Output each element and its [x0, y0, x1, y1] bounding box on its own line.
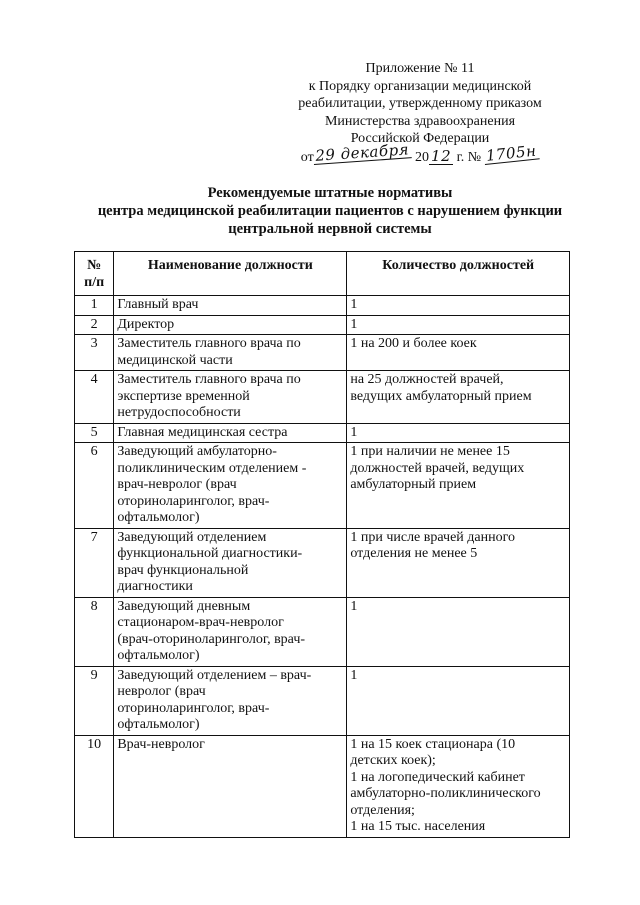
count-text-line: на 25 должностей врачей, — [350, 372, 504, 387]
row-number: 4 — [75, 371, 114, 424]
position-text-line: экспертизе временной — [117, 388, 250, 404]
table-row — [75, 335, 570, 371]
position-name — [114, 296, 347, 316]
title-line: центра медицинской реабилитации пациентов с нарушением функции — [97, 203, 563, 219]
header-count: Количество должностей — [347, 252, 570, 296]
position-text-line: Заведующий отделением – врач- — [117, 667, 312, 683]
order-reference — [270, 139, 570, 167]
position-text-line: Главная медицинская сестра — [117, 424, 288, 440]
position-count — [347, 296, 570, 316]
position-text-line: Главный врач — [117, 297, 199, 312]
table-row — [75, 443, 570, 529]
position-text-line: Заведующий амбулаторно- — [117, 444, 277, 459]
count-text-line: отделения; — [350, 802, 415, 818]
position-text-line: Директор — [117, 316, 175, 332]
appendix-line: реабилитации, утвержденному приказом — [298, 96, 542, 111]
row-number: 1 — [75, 296, 114, 316]
appendix-line: Российской Федерации — [350, 131, 490, 146]
position-text-line: поликлиническим отделением - — [117, 460, 307, 476]
staffing-table — [74, 251, 570, 838]
position-text-line: врач-невролог (врач — [117, 477, 237, 492]
position-name — [114, 335, 347, 371]
position-text-line: оториноларинголог, врач- — [117, 493, 270, 509]
position-text-line: Врач-невролог — [117, 736, 205, 752]
count-text-line: 1 на 200 и более коек — [350, 336, 477, 351]
position-text-line: медицинской части — [117, 352, 233, 368]
table-row — [75, 735, 570, 837]
header-position: Наименование должности — [114, 252, 347, 296]
count-text-line: отделения не менее 5 — [350, 546, 478, 561]
position-count — [347, 371, 570, 424]
table-row — [75, 371, 570, 424]
position-name — [114, 735, 347, 837]
row-number: 8 — [75, 597, 114, 666]
title-line: центральной нервной системы — [228, 221, 432, 237]
count-text-line: 1 — [350, 316, 358, 332]
appendix-line: Приложение № 11 — [365, 61, 475, 76]
position-text-line: нетрудоспособности — [117, 405, 241, 420]
count-text-line: ведущих амбулаторный прием — [350, 388, 532, 404]
order-prefix: от — [300, 149, 314, 165]
count-text-line: 1 на логопедический кабинет — [350, 769, 525, 785]
position-text-line: офтальмолог) — [117, 510, 200, 525]
appendix-line: Министерства здравоохранения — [324, 113, 516, 129]
count-text-line: 1 — [350, 297, 358, 312]
position-count — [347, 528, 570, 597]
title-line: Рекомендуемые штатные нормативы — [207, 185, 453, 201]
position-text-line: стационаром-врач-невролог — [117, 615, 284, 630]
position-text-line: невролог (врач — [117, 684, 206, 699]
count-text-line: детских коек); — [350, 753, 436, 768]
position-name — [114, 423, 347, 443]
count-text-line: 1 на 15 тыс. населения — [350, 819, 486, 834]
row-number: 6 — [75, 443, 114, 529]
order-year-handwritten: 12 — [431, 146, 452, 165]
table-row — [75, 666, 570, 735]
position-text-line: функциональной диагностики- — [117, 546, 303, 561]
order-year-suffix: г. № — [456, 149, 482, 165]
order-date-handwritten: 29 декабря — [314, 139, 410, 165]
position-name — [114, 597, 347, 666]
table-row — [75, 296, 570, 316]
position-name — [114, 666, 347, 735]
position-name — [114, 371, 347, 424]
count-text-line: 1 при числе врачей данного — [350, 529, 516, 545]
document-title — [60, 184, 600, 238]
position-text-line: оториноларинголог, врач- — [117, 700, 270, 716]
count-text-line: амбулаторно-поликлинического — [350, 786, 541, 801]
position-text-line: офтальмолог) — [117, 717, 200, 732]
table-row — [75, 528, 570, 597]
position-count — [347, 443, 570, 529]
table-row — [75, 423, 570, 443]
table-row — [75, 315, 570, 335]
position-text-line: Заместитель главного врача по — [117, 336, 301, 351]
position-count — [347, 597, 570, 666]
position-count — [347, 315, 570, 335]
row-number: 5 — [75, 423, 114, 443]
count-text-line: амбулаторный прием — [350, 477, 477, 492]
appendix-header — [270, 60, 570, 166]
table-row — [75, 597, 570, 666]
row-number: 10 — [75, 735, 114, 837]
count-text-line: 1 при наличии не менее 15 — [350, 444, 510, 459]
appendix-line: к Порядку организации медицинской — [308, 78, 532, 94]
position-text-line: Заместитель главного врача по — [117, 372, 301, 387]
count-text-line: 1 на 15 коек стационара (10 — [350, 736, 516, 752]
position-text-line: офтальмолог) — [117, 648, 200, 663]
order-year-prefix: 20 — [415, 149, 430, 165]
position-count — [347, 335, 570, 371]
position-text-line: Заведующий дневным — [117, 598, 251, 614]
position-count — [347, 735, 570, 837]
position-name — [114, 443, 347, 529]
table-header-row — [75, 252, 570, 296]
position-count — [347, 423, 570, 443]
position-text-line: (врач-оториноларинголог, врач- — [117, 631, 306, 647]
position-name — [114, 315, 347, 335]
position-name — [114, 528, 347, 597]
header-number: № п/п — [75, 252, 114, 296]
position-count — [347, 666, 570, 735]
row-number: 2 — [75, 315, 114, 335]
count-text-line: должностей врачей, ведущих — [350, 460, 525, 476]
row-number: 9 — [75, 666, 114, 735]
position-text-line: врач функциональной — [117, 562, 249, 578]
row-number: 3 — [75, 335, 114, 371]
order-number-handwritten: 1705н — [484, 141, 537, 165]
position-text-line: диагностики — [117, 579, 193, 594]
count-text-line: 1 — [350, 667, 358, 683]
row-number: 7 — [75, 528, 114, 597]
count-text-line: 1 — [350, 424, 358, 440]
count-text-line: 1 — [350, 598, 358, 614]
position-text-line: Заведующий отделением — [117, 529, 267, 545]
